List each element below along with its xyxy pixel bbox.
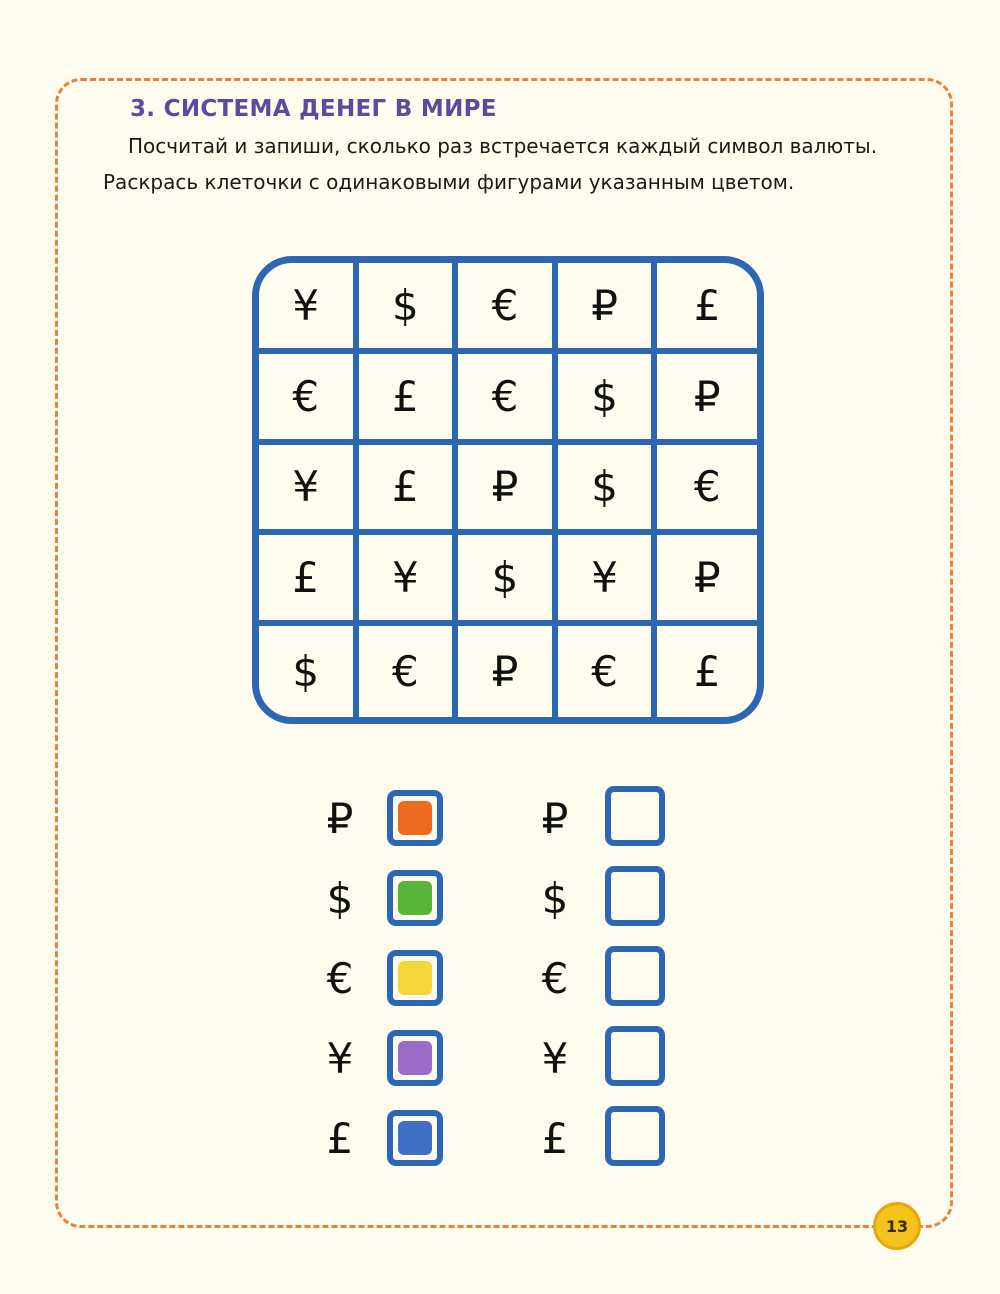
answer-row — [530, 784, 690, 864]
grid-cell[interactable]: ¥ — [259, 263, 359, 354]
currency-grid — [252, 256, 764, 724]
answer-symbol: ₽ — [541, 794, 569, 843]
grid-cell[interactable]: £ — [359, 354, 459, 445]
color-swatch — [398, 1041, 432, 1075]
legend-row — [315, 784, 475, 864]
color-swatch — [398, 881, 432, 915]
grid-cell[interactable]: $ — [558, 445, 658, 536]
answer-box[interactable] — [605, 786, 665, 846]
grid-cell[interactable]: ₽ — [657, 354, 757, 445]
answer-symbol: ¥ — [541, 1034, 569, 1083]
grid-cell[interactable]: ₽ — [458, 626, 558, 717]
grid-cell[interactable]: € — [259, 354, 359, 445]
answer-row — [530, 1104, 690, 1184]
color-legend — [315, 784, 475, 1184]
grid-cell[interactable]: € — [458, 263, 558, 354]
legend-symbol: € — [326, 954, 354, 1003]
answer-row — [530, 944, 690, 1024]
answer-box[interactable] — [605, 946, 665, 1006]
grid-cell[interactable]: ₽ — [458, 445, 558, 536]
answer-box[interactable] — [605, 1106, 665, 1166]
legend-symbol: ¥ — [326, 1034, 354, 1083]
answer-row — [530, 864, 690, 944]
answer-symbol: $ — [541, 874, 569, 923]
legend-row — [315, 1024, 475, 1104]
instruction-line-2: Раскрась клеточки с одинаковыми фигурами указанным цветом. — [103, 170, 795, 194]
count-answers — [530, 784, 690, 1184]
legend-row — [315, 864, 475, 944]
color-swatch-box — [387, 870, 443, 926]
grid-cell[interactable]: $ — [558, 354, 658, 445]
grid-cell[interactable]: ₽ — [558, 263, 658, 354]
color-swatch-box — [387, 1030, 443, 1086]
color-swatch-box — [387, 1110, 443, 1166]
color-swatch-box — [387, 790, 443, 846]
grid-cell[interactable]: $ — [259, 626, 359, 717]
grid-cell[interactable]: $ — [458, 535, 558, 626]
grid-cell[interactable]: € — [657, 445, 757, 536]
legend-row — [315, 1104, 475, 1184]
answer-symbol: € — [541, 954, 569, 1003]
color-swatch-box — [387, 950, 443, 1006]
grid-cell[interactable]: € — [558, 626, 658, 717]
grid-cell[interactable]: £ — [657, 263, 757, 354]
answer-box[interactable] — [605, 866, 665, 926]
grid-cell[interactable]: £ — [259, 535, 359, 626]
answer-box[interactable] — [605, 1026, 665, 1086]
color-swatch — [398, 1121, 432, 1155]
answer-symbol: £ — [541, 1114, 569, 1163]
grid-cell[interactable]: ¥ — [259, 445, 359, 536]
grid-cell[interactable]: € — [458, 354, 558, 445]
grid-cell[interactable]: £ — [359, 445, 459, 536]
grid-cell[interactable]: € — [359, 626, 459, 717]
answer-row — [530, 1024, 690, 1104]
page-title: 3. СИСТЕМА ДЕНЕГ В МИРЕ — [130, 96, 497, 122]
grid-cell[interactable]: ¥ — [558, 535, 658, 626]
grid-cell[interactable]: £ — [693, 647, 721, 697]
legend-symbol: $ — [326, 874, 354, 923]
legend-symbol: ₽ — [326, 794, 354, 843]
grid-cell[interactable]: ¥ — [359, 535, 459, 626]
legend-row — [315, 944, 475, 1024]
color-swatch — [398, 961, 432, 995]
legend-symbol: £ — [326, 1114, 354, 1163]
grid-cell[interactable]: $ — [359, 263, 459, 354]
grid-cell[interactable]: ₽ — [657, 535, 757, 626]
color-swatch — [398, 801, 432, 835]
page-number-badge: 13 — [873, 1202, 921, 1250]
instruction-line-1: Посчитай и запиши, сколько раз встречается каждый символ валюты. — [128, 134, 878, 158]
